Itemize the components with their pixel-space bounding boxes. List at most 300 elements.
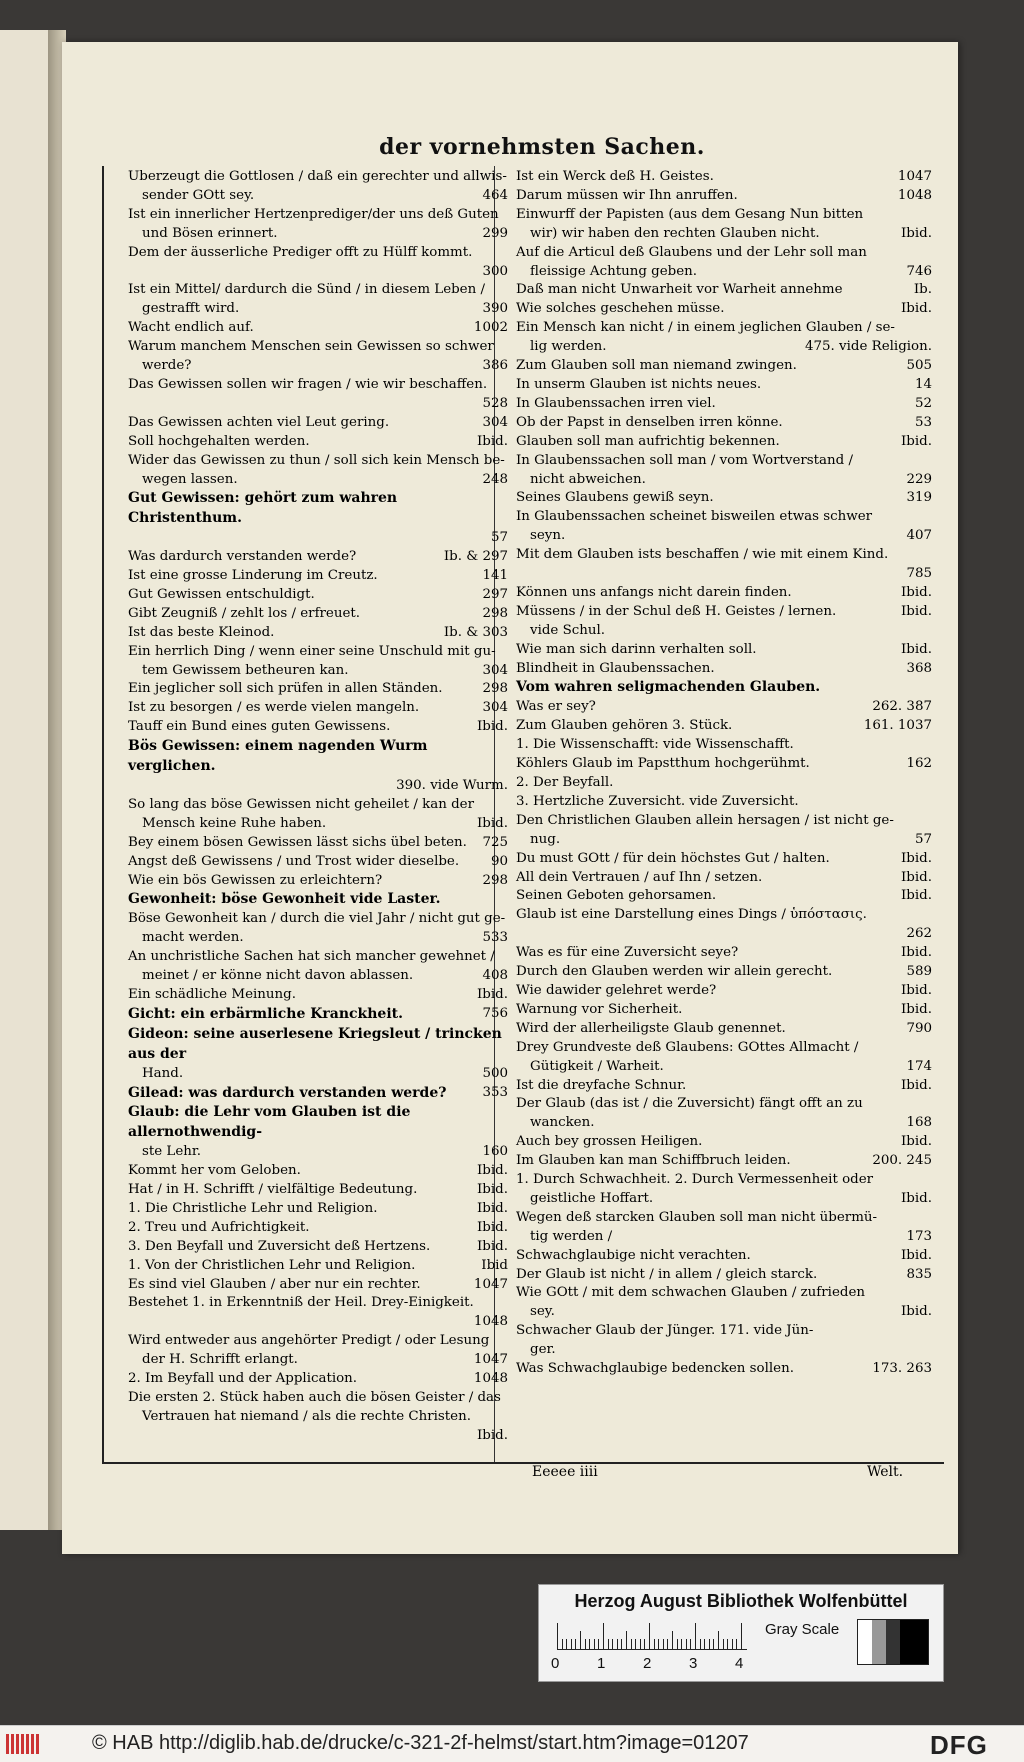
index-entry [128,1238,508,1257]
entry-text: der H. Schrifft erlangt. [142,1352,298,1368]
page-reference: 161. 1037 [863,718,932,734]
entry-text [128,530,132,545]
page-reference: Ibid. [477,1238,508,1254]
ruler-tick [672,1631,673,1649]
index-entry [128,395,508,414]
entry-text: Ist ein innerlicher Hertzenprediger/der uns deß Guten [128,206,499,222]
ruler-tick [566,1639,567,1649]
index-entry [516,831,932,850]
page-reference: Ibid. [901,225,932,241]
page-reference: 1002 [473,320,508,336]
page-reference: Ibid. [901,850,932,866]
index-entry [128,489,508,529]
index-entry [516,206,932,225]
index-entry [128,548,508,567]
index-entry [128,1162,508,1181]
index-entry [128,948,508,967]
page-reference: 408 [482,968,508,984]
ruler-tick [557,1623,558,1649]
entry-text: fleissige Achtung geben. [530,263,698,279]
index-entry [516,982,932,1001]
page-reference: Ibid. [901,603,932,619]
status-bar [0,1725,1024,1762]
index-entry [128,319,508,338]
index-entry [128,1219,508,1238]
entry-text: und Bösen erinnert. [142,225,278,241]
entry-text: Vom wahren seligmachenden Glauben. [516,679,821,696]
index-entry [128,187,508,206]
gray-scale-swatch [857,1619,929,1665]
index-entry [516,869,932,888]
running-header: der vornehmsten Sachen. [379,134,705,160]
page-reference: 500 [482,1065,508,1081]
index-entry [516,1039,932,1058]
index-entry [128,471,508,490]
page-reference: Ib. [913,282,932,298]
page-reference: 262. 387 [872,699,932,715]
ruler-tick [690,1639,691,1649]
entry-text: werde? [142,358,192,374]
entry-text: Gideon: seine auserlesene Kriegsleut / trincken aus der [128,1025,502,1062]
page-reference: Ibid. [901,1190,932,1206]
ruler-tick [640,1639,641,1649]
page-reference: 300 [482,263,508,279]
entry-text: Hat / in H. Schrifft / vielfältige Bedeutung. [128,1182,418,1198]
index-entry [516,698,932,717]
index-entry [516,395,932,414]
page-reference: 299 [482,225,508,241]
ruler-tick [562,1639,563,1649]
ruler-tick [603,1623,604,1649]
entry-text: Wegen deß starcken Glauben soll man nicht übermü- [516,1209,878,1225]
page-reference: 200. 245 [872,1153,932,1169]
page-reference: Ibid. [901,641,932,657]
ruler-tick [658,1639,659,1649]
entry-text: Was dardurch verstanden werde? [128,549,357,565]
index-entry [128,225,508,244]
entry-text: 1. Die Christliche Lehr und Religion. [128,1200,378,1216]
entry-text: Durch den Glauben werden wir allein gerecht. [516,964,833,980]
entry-text: Gicht: ein erbärmliche Kranckheit. [128,1005,403,1022]
entry-text: Das Gewissen sollen wir fragen / wie wir beschaffen. [128,376,488,392]
index-entry [128,1084,508,1104]
index-entry [516,281,932,300]
entry-text: Warum manchem Menschen sein Gewissen so schwer [128,339,494,355]
page-reference: 53 [914,414,932,430]
ruler-tick [575,1639,576,1649]
ruler-tick [631,1639,632,1649]
index-entry [516,1152,932,1171]
page-reference: 505 [906,358,932,374]
entry-text: Kommt her vom Geloben. [128,1163,301,1179]
index-entry [128,1332,508,1351]
entry-text: 1. Von der Christlichen Lehr und Religion. [128,1257,416,1273]
index-entry [516,263,932,282]
entry-text: 2. Treu und Aufrichtigkeit. [128,1219,310,1235]
page-reference: Ibid. [477,1182,508,1198]
page-reference: Ibid. [901,584,932,600]
index-column-right [516,168,932,1379]
entry-text: ste Lehr. [142,1144,202,1160]
index-entry [516,300,932,319]
ruler-tick [732,1639,733,1649]
entry-text: Wider das Gewissen zu thun / soll sich kein Mensch be- [128,452,505,468]
page-reference: Ibid. [901,1001,932,1017]
ruler-tick [644,1639,645,1649]
entry-text: Auch bey grossen Heiligen. [516,1134,703,1150]
page-reference: 1048 [897,187,932,203]
book-page [62,42,958,1554]
index-entry [128,815,508,834]
entry-text: Wie GOtt / mit dem schwachen Glauben / zufrieden [516,1285,865,1301]
entry-text: sey. [530,1304,555,1320]
color-scale-card [538,1584,944,1682]
page-reference: 174 [906,1058,932,1074]
page-reference: 589 [906,964,932,980]
index-entry [516,1001,932,1020]
index-entry [516,622,932,641]
page-reference: 160 [482,1144,508,1160]
entry-text: Warnung vor Sicherheit. [516,1001,683,1017]
entry-text: 2. Im Beyfall und der Application. [128,1371,358,1387]
page-reference: 835 [906,1266,932,1282]
ruler-tick [612,1639,613,1649]
index-entry [516,944,932,963]
ruler-number: 3 [689,1655,698,1672]
entry-text: Glaub: die Lehr vom Glauben ist die allernothwendig- [128,1104,411,1141]
index-entry [128,1313,508,1332]
entry-text: wegen lassen. [142,471,238,487]
ruler-tick [704,1639,705,1649]
entry-text: nicht abweichen. [530,471,646,487]
index-entry [516,168,932,187]
index-entry [516,376,932,395]
index-entry [516,736,932,755]
source-url[interactable]: © HAB http://diglib.hab.de/drucke/c-321-2f-helmst/start.htm?image=01207 [92,1732,749,1754]
entry-text: Ein schädliche Meinung. [128,986,296,1002]
page-reference: 790 [906,1020,932,1036]
index-entry [128,567,508,586]
index-entry [516,1247,932,1266]
page-reference: Ibid. [901,982,932,998]
index-entry [516,508,932,527]
entry-text: Bestehet 1. in Erkenntniß der Heil. Drey-Einigkeit. [128,1295,474,1311]
index-entry [128,1065,508,1084]
index-column-left [128,168,508,1446]
index-entry [516,1133,932,1152]
entry-text: Ist ein Werck deß H. Geistes. [516,169,714,184]
index-entry [128,1276,508,1295]
page-reference: 319 [906,490,932,506]
entry-text: Seinen Geboten gehorsamen. [516,888,717,904]
entry-text: sender GOtt sey. [142,187,255,203]
index-entry [516,244,932,263]
index-entry [128,643,508,662]
page-reference: Ibid. [477,986,508,1002]
index-entry [516,1058,932,1077]
entry-text: seyn. [530,528,566,544]
index-entry [516,1303,932,1322]
page-reference: Ibid. [901,888,932,904]
ruler-tick [681,1639,682,1649]
entry-text: Darum müssen wir Ihn anruffen. [516,187,738,203]
index-entry [128,986,508,1005]
index-entry [516,527,932,546]
ruler-number: 4 [735,1655,744,1672]
entry-text: Einwurff der Papisten (aus dem Gesang Nun bitten [516,206,864,222]
entry-text: Gibt Zeugniß / zehlt los / erfreuet. [128,605,361,621]
entry-text: lig werden. [530,339,607,355]
entry-text: Der Glaub ist nicht / in allem / gleich starck. [516,1266,818,1282]
index-entry [128,433,508,452]
index-entry [128,718,508,737]
index-entry [516,452,932,471]
index-entry [516,1341,932,1360]
entry-text: Bey einem bösen Gewissen lässt sichs übel beten. [128,834,467,850]
page-reference: Ibid. [477,719,508,735]
page-reference: 162 [906,756,932,772]
page-reference: Ibid. [901,301,932,317]
hab-logo-icon [6,1734,44,1754]
index-entry [128,737,508,777]
entry-text: In Glaubenssachen soll man / vom Wortverstand / [516,452,853,468]
index-entry [128,680,508,699]
ruler-scale [557,1621,747,1650]
entry-text: Was es für eine Zuversicht seye? [516,945,739,961]
entry-text: macht werden. [142,930,244,946]
ruler-tick [718,1631,719,1649]
index-entry [128,357,508,376]
entry-text: Zum Glauben soll man niemand zwingen. [516,358,797,374]
page-reference: Ibid [481,1257,508,1273]
index-entry [516,1171,932,1190]
dfg-logo: DFG [930,1730,988,1760]
entry-text: 2. Der Beyfall. [516,775,614,790]
page-reference: 353 [482,1084,508,1100]
entry-text: Ist eine grosse Linderung im Creutz. [128,568,378,584]
entry-text: In Glaubenssachen scheinet bisweilen etwas schwer [516,509,873,525]
index-entry [128,452,508,471]
page-reference: 248 [482,471,508,487]
entry-text: Wacht endlich auf. [128,320,254,336]
catchword: Welt. [867,1464,904,1480]
entry-text: Der Glaub (das ist / die Zuversicht) fängt offt an zu [516,1096,863,1112]
ruler-tick [571,1639,572,1649]
page-reference: 168 [906,1115,932,1131]
entry-text: Drey Grundveste deß Glaubens: GOttes Allmacht / [516,1039,859,1055]
entry-text: Du must GOtt / für dein höchstes Gut / halten. [516,850,830,866]
index-entry [128,1427,508,1446]
entry-text: Wie man sich darinn verhalten soll. [516,641,757,657]
index-entry [128,1103,508,1143]
ruler-tick [608,1639,609,1649]
index-entry [516,187,932,206]
page-reference: 528 [482,395,508,411]
page-reference: 173. 263 [872,1361,932,1377]
entry-text: gestrafft wird. [142,301,240,317]
entry-text: All dein Vertrauen / auf Ihn / setzen. [516,869,763,885]
entry-text: Die ersten 2. Stück haben auch die bösen Geister / das [128,1390,501,1405]
entry-text: meinet / er könne nicht davon ablassen. [142,968,414,984]
entry-text: vide Schul. [530,622,606,638]
entry-text: Schwachglaubige nicht verachten. [516,1247,751,1263]
entry-text: Glaub ist eine Darstellung eines Dings / ὑπόστασις. [516,907,867,923]
entry-text: Vertrauen hat niemand / als die rechte Christen. [142,1408,471,1424]
entry-text: Tauff ein Bund eines guten Gewissens. [128,719,391,735]
page-reference: 298 [482,681,508,697]
library-name: Herzog August Bibliothek Wolfenbüttel [574,1591,908,1611]
index-entry [516,925,932,944]
index-entry [128,281,508,300]
entry-text: In unserm Glauben ist nichts neues. [516,376,762,392]
entry-text: Seines Glaubens gewiß seyn. [516,490,714,506]
entry-text: Ist die dreyfache Schnur. [516,1077,687,1093]
page-reference: Ibid. [901,1134,932,1150]
entry-text: Schwacher Glaub der Jünger. 171. vide Jün- [516,1323,814,1339]
signature-mark: Eeeee iiii [532,1464,598,1480]
page-reference: 141 [482,568,508,584]
entry-text: Angst deß Gewissens / und Trost wider dieselbe. [128,853,460,869]
ruler-tick [677,1639,678,1649]
entry-text: tig werden / [530,1228,613,1244]
index-entry [128,414,508,433]
index-entry [128,1408,508,1427]
page-reference: 368 [906,660,932,676]
index-entry [516,678,932,698]
index-entry [128,1025,508,1065]
index-entry [516,1322,932,1341]
index-entry [128,834,508,853]
index-entry [516,850,932,869]
index-entry [516,489,932,508]
index-entry [516,1190,932,1209]
ruler-number: 0 [551,1655,560,1672]
ruler-tick [617,1639,618,1649]
ruler-tick [626,1631,627,1649]
entry-text [128,396,132,411]
page-reference: Ibid. [901,869,932,885]
page-reference: 533 [482,930,508,946]
page-reference: Ibid. [477,1219,508,1235]
page-reference: Ib. & 297 [443,549,508,565]
page-reference: 173 [906,1228,932,1244]
entry-text: 3. Den Beyfall und Zuversicht deß Hertzens. [128,1238,431,1254]
ruler-tick [700,1639,701,1649]
page-reference: 1047 [473,1352,508,1368]
index-entry [128,244,508,263]
ruler-number: 2 [643,1655,652,1672]
ruler-tick [727,1639,728,1649]
index-entry [516,887,932,906]
entry-text: tem Gewissem betheuren kan. [142,662,349,678]
page-reference: 57 [914,831,932,847]
page-reference: 746 [906,263,932,279]
entry-text [516,926,520,941]
index-entry [128,1389,508,1408]
index-entry [516,963,932,982]
index-entry [128,376,508,395]
page-reference: 304 [482,662,508,678]
ruler-number: 1 [597,1655,606,1672]
entry-text: Zum Glauben gehören 3. Stück. [516,718,733,734]
entry-text [128,778,132,793]
page-reference: 464 [482,187,508,203]
entry-text: Ein jeglicher soll sich prüfen in allen Ständen. [128,681,443,697]
entry-text [516,566,520,581]
page-reference: 297 [482,586,508,602]
entry-text: Auf die Articul deß Glaubens und der Lehr soll man [516,244,867,260]
entry-text: Wird entweder aus angehörter Predigt / oder Lesung [128,1333,490,1349]
index-entry [128,1370,508,1389]
page-reference: 262 [906,926,932,942]
entry-text: wancken. [530,1115,595,1131]
page-reference: Ibid. [477,815,508,831]
page-reference: 14 [914,376,932,392]
page-reference: 298 [482,872,508,888]
index-entry [128,206,508,225]
entry-text: Uberzeugt die Gottlosen / daß ein gerechter und allwis- [128,169,507,184]
index-entry [516,1020,932,1039]
index-entry [516,1077,932,1096]
entry-text: Köhlers Glaub im Papstthum hochgerühmt. [516,756,810,772]
index-entry [516,414,932,433]
entry-text: Gut Gewissen: gehört zum wahren Christenthum. [128,490,398,527]
index-entry [128,929,508,948]
entry-text: Gilead: was dardurch verstanden werde? [128,1084,447,1101]
index-entry [128,662,508,681]
index-entry [516,755,932,774]
entry-text: Ob der Papst in denselben irren könne. [516,414,783,430]
entry-text: Müssens / in der Schul deß H. Geistes / lernen. [516,603,837,619]
index-entry [516,774,932,793]
entry-text: An unchristliche Sachen hat sich mancher gewehnet / [128,949,495,965]
index-entry [516,319,932,338]
page-reference: Ibid. [901,945,932,961]
entry-text: Ein Mensch kan nicht / in einem jeglichen Glauben / se- [516,320,895,336]
entry-text: Ist ein Mittel/ dardurch die Sünd / in diesem Leben / [128,282,486,298]
entry-text [128,1428,132,1443]
entry-text: Ein herrlich Ding / wenn einer seine Unschuld mit gu- [128,643,496,659]
index-entry [516,338,932,357]
entry-text: Blindheit in Glaubenssachen. [516,660,715,676]
gray-scale-label: Gray Scale [765,1621,840,1638]
index-entry [516,906,932,925]
ruler-tick [723,1639,724,1649]
index-entry [516,546,932,565]
index-entry [128,1005,508,1025]
entry-text: Glauben soll man aufrichtig bekennen. [516,433,780,449]
entry-text: Das Gewissen achten viel Leut gering. [128,414,390,430]
index-entry [128,1351,508,1370]
ruler-tick [589,1639,590,1649]
page-reference: 57 [490,530,508,546]
page-reference: 386 [482,358,508,374]
index-entry [516,565,932,584]
page-reference: 1048 [473,1314,508,1330]
index-entry [128,1294,508,1313]
entry-text: Können uns anfangs nicht darein finden. [516,584,792,600]
entry-text: nug. [530,831,561,847]
entry-text: So lang das böse Gewissen nicht geheilet / kan der [128,796,474,812]
index-entry [128,910,508,929]
page-reference: 390. vide Wurm. [396,778,508,793]
ruler-tick [695,1623,696,1649]
entry-text: Was Schwachglaubige bedencken sollen. [516,1361,794,1377]
index-entry [128,1200,508,1219]
index-entry [516,603,932,622]
page-reference: Ibid. [901,1304,932,1320]
ruler-tick [709,1639,710,1649]
